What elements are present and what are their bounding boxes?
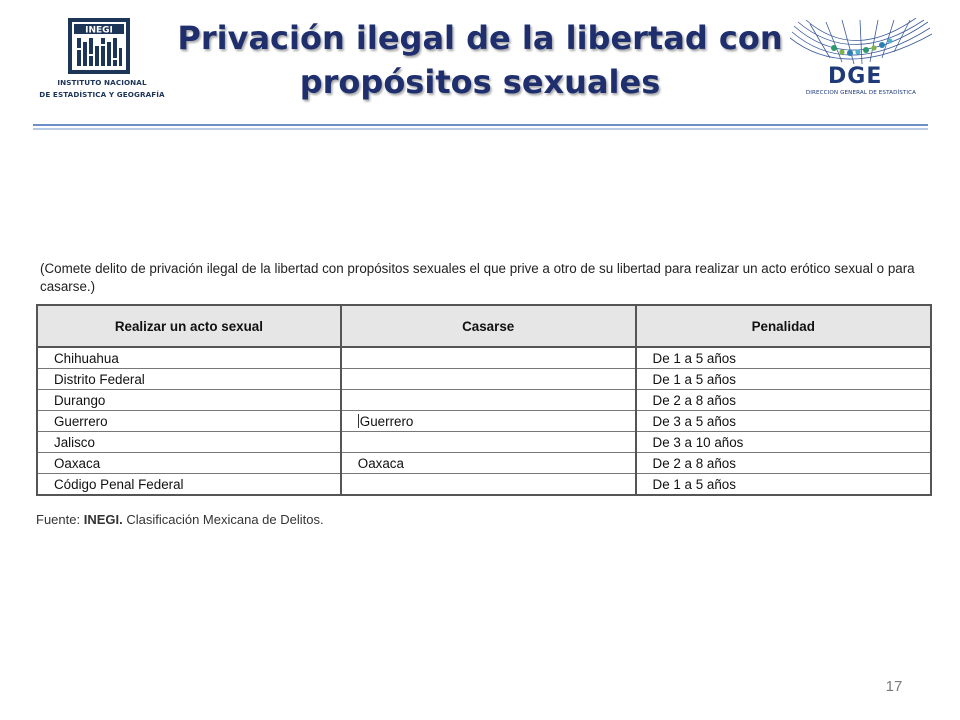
- table-row: [37, 369, 931, 390]
- header-acto-sexual: Realizar un acto sexual: [37, 305, 341, 347]
- cell-penalidad: De 2 a 8 años: [636, 390, 931, 411]
- crime-definition: (Comete delito de privación ilegal de la libertad con propósitos sexuales el que prive a otro de su libertad para realizar un acto erótico sexual o para casarse.): [40, 261, 915, 294]
- cell-penalidad: De 3 a 5 años: [636, 411, 931, 432]
- cell-casarse: [341, 347, 636, 369]
- cell-casarse: [341, 369, 636, 390]
- cell-casarse-editing: [341, 411, 636, 432]
- header-casarse: Casarse: [341, 305, 636, 347]
- title-line-1: Privación ilegal de la libertad con: [177, 19, 783, 57]
- table-row: [37, 390, 931, 411]
- page-title: [160, 16, 800, 104]
- dge-logo: [790, 18, 932, 104]
- text-cursor: [358, 414, 359, 428]
- source-prefix: Fuente:: [36, 512, 84, 527]
- globe-network-icon: [790, 18, 932, 68]
- table-row: [37, 474, 931, 496]
- inegi-mark-icon: [68, 18, 130, 74]
- cell-penalidad: De 1 a 5 años: [636, 369, 931, 390]
- cell-penalidad: De 2 a 8 años: [636, 453, 931, 474]
- source-note: [36, 512, 324, 527]
- cell-casarse: [341, 390, 636, 411]
- page-number: 17: [885, 678, 903, 695]
- cell-penalidad: De 1 a 5 años: [636, 474, 931, 496]
- source-text: Clasificación Mexicana de Delitos.: [122, 512, 324, 527]
- cell-acto-sexual: Jalisco: [37, 432, 341, 453]
- header-penalidad: Penalidad: [636, 305, 931, 347]
- table-row: [37, 411, 931, 432]
- cell-penalidad: De 3 a 10 años: [636, 432, 931, 453]
- cell-acto-sexual: Código Penal Federal: [37, 474, 341, 496]
- dge-mark-text: DGE: [828, 64, 883, 89]
- inegi-org-line-1: INSTITUTO NACIONAL: [57, 78, 147, 87]
- title-line-2: propósitos sexuales: [299, 63, 661, 101]
- table-header-row: [37, 305, 931, 347]
- cell-acto-sexual: Distrito Federal: [37, 369, 341, 390]
- cell-casarse: [341, 432, 636, 453]
- header-divider-dark: [33, 124, 928, 126]
- cell-casarse-text: Guerrero: [359, 413, 414, 429]
- cell-penalidad: De 1 a 5 años: [636, 347, 931, 369]
- cell-acto-sexual: Guerrero: [37, 411, 341, 432]
- source-org: INEGI.: [83, 512, 123, 527]
- inegi-logo: [34, 18, 170, 102]
- cell-casarse: [341, 474, 636, 496]
- table-row: [37, 347, 931, 369]
- cell-acto-sexual: Oaxaca: [37, 453, 341, 474]
- penalty-table: [36, 304, 932, 496]
- inegi-mark-text: INEGI: [85, 25, 113, 36]
- table-row: [37, 453, 931, 474]
- header-divider-light: [33, 128, 928, 130]
- cell-acto-sexual: Durango: [37, 390, 341, 411]
- inegi-org-line-2: DE ESTADÍSTICA Y GEOGRAFÍA: [39, 90, 165, 99]
- dge-org-name: DIRECCION GENERAL DE ESTADÍSTICA: [805, 90, 917, 96]
- cell-acto-sexual: Chihuahua: [37, 347, 341, 369]
- cell-casarse: Oaxaca: [341, 453, 636, 474]
- table-row: [37, 432, 931, 453]
